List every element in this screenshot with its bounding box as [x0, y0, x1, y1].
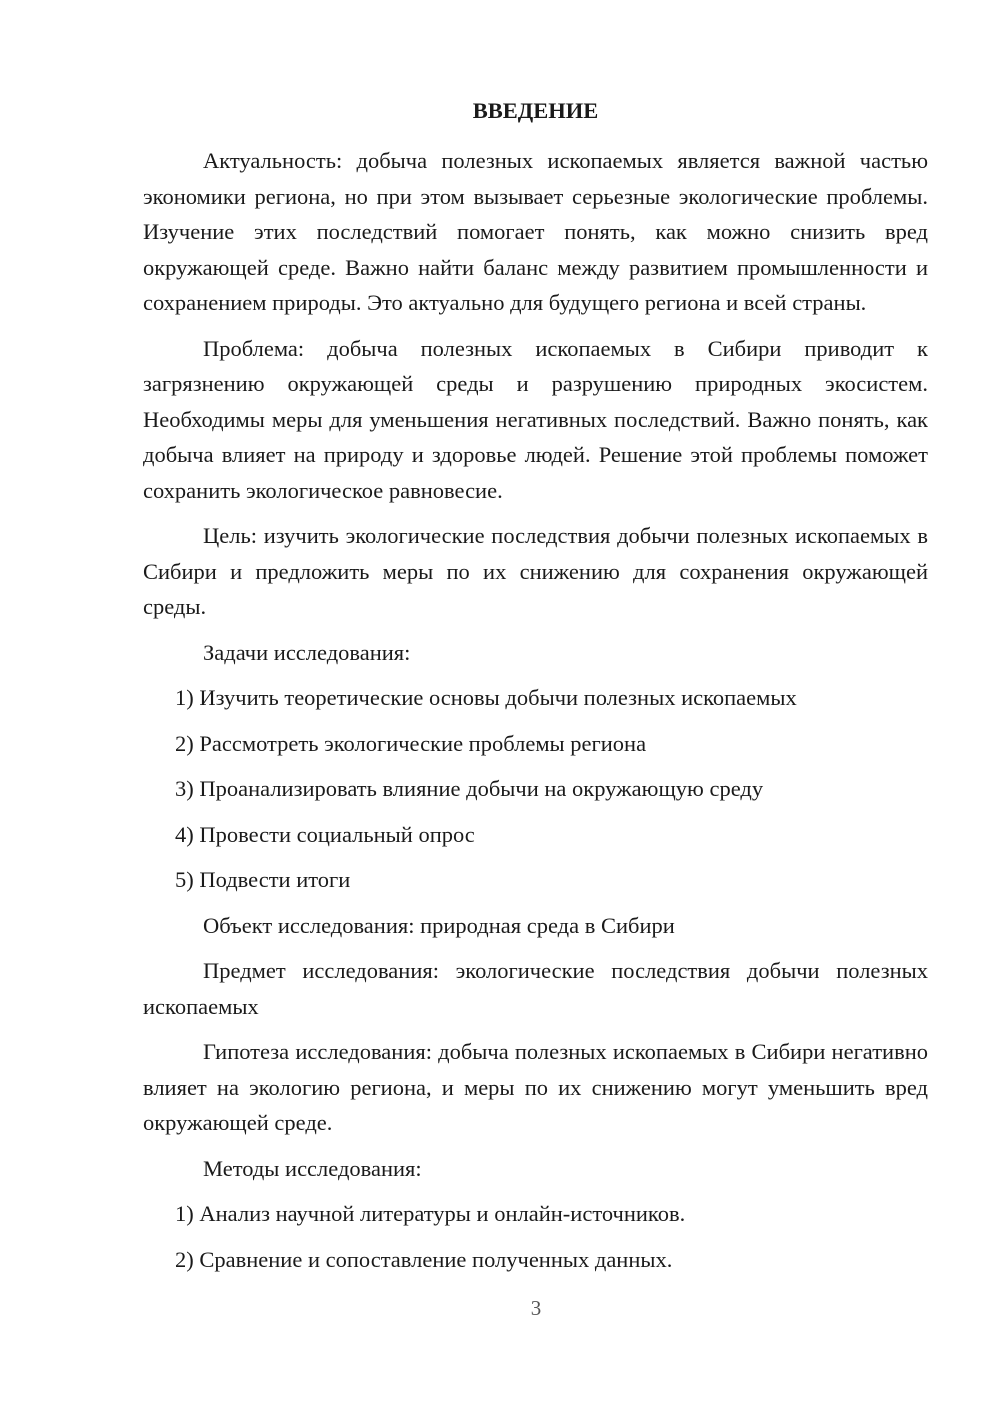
tasks-list — [143, 680, 928, 898]
page-number: 3 — [530, 1296, 542, 1320]
list-item: 3) Проанализировать влияние добычи на окружающую среду — [175, 776, 764, 801]
problem-paragraph: Проблема: добыча полезных ископаемых в Сибири приводит к загрязнению окружающей среды и разрушению природных экосистем. Необходимы меры для уменьшения негативных последствий. Важно понять, как добыча влияет на природу и здоровье людей. Решение этой проблемы поможет сохранить экологическое равновесие. — [143, 335, 928, 503]
list-item: 5) Подвести итоги — [175, 867, 351, 892]
tasks-heading: Задачи исследования: — [203, 639, 411, 665]
methods-heading: Методы исследования: — [203, 1155, 422, 1181]
methods-list — [143, 1196, 928, 1277]
object-line: Объект исследования: природная среда в Сибири — [203, 912, 675, 938]
document-page — [143, 95, 928, 1287]
list-item: 1) Изучить теоретические основы добычи полезных ископаемых — [175, 685, 797, 710]
list-item: 4) Провести социальный опрос — [175, 821, 475, 847]
list-item: 1) Анализ научной литературы и онлайн-источников. — [175, 1201, 686, 1226]
list-item: 2) Рассмотреть экологические проблемы региона — [175, 730, 647, 756]
subject-paragraph: Предмет исследования: экологические последствия добычи полезных ископаемых — [143, 958, 928, 1019]
relevance-paragraph: Актуальность: добыча полезных ископаемых является важной частью экономики региона, но при этом вызывает серьезные экологические проблемы. Изучение этих последствий помогает понять, как можно снизить вред окружающей среде. Важно найти баланс между развитием промышленности и сохранением природы. Это актуально для будущего региона и всей страны. — [143, 148, 928, 315]
goal-paragraph: Цель: изучить экологические последствия добычи полезных ископаемых в Сибири и предложить меры по их снижению для сохранения окружающей среды. — [143, 523, 928, 619]
section-title: ВВЕДЕНИЕ — [472, 98, 599, 123]
list-item: 2) Сравнение и сопоставление полученных данных. — [175, 1246, 673, 1272]
hypothesis-paragraph: Гипотеза исследования: добыча полезных ископаемых в Сибири негативно влияет на экологию региона, и меры по их снижению могут уменьшить вред окружающей среде. — [143, 1039, 928, 1135]
